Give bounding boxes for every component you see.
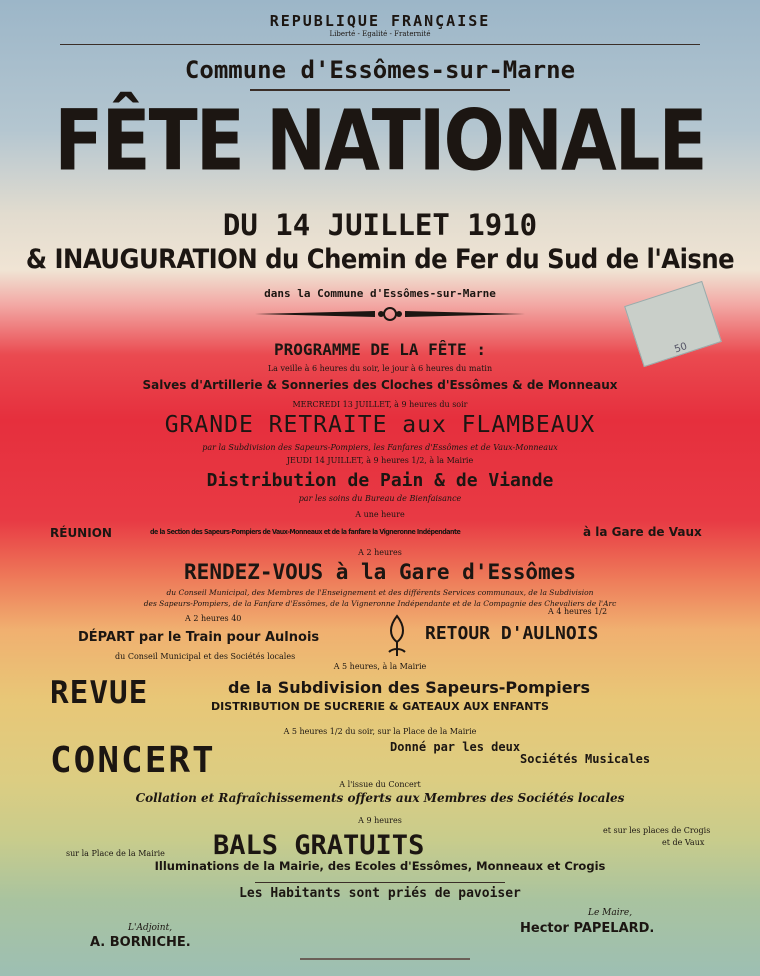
distribution-time: JEUDI 14 JUILLET, à 9 heures 1/2, à la Mairie — [286, 456, 474, 465]
retraite-time: MERCREDI 13 JUILLET, à 9 heures du soir — [292, 400, 468, 409]
reunion-time: A une heure — [355, 510, 405, 519]
programme-heading: PROGRAMME DE LA FÊTE : — [274, 340, 486, 359]
collation-time: A l'issue du Concert — [339, 780, 421, 789]
rdv-detail-2: des Sapeurs-Pompiers, de la Fanfare d'Essômes, de la Vigneronne Indépendante et de la Compagnie des Chevaliers de l'Arc — [143, 599, 617, 608]
concert-time: A 5 heures 1/2 du soir, sur la Place de la Mairie — [283, 727, 477, 736]
depart-by: du Conseil Municipal et des Sociétés locales — [115, 652, 296, 661]
revue-rest: de la Subdivision des Sapeurs-Pompiers — [228, 678, 590, 697]
retour-line: RETOUR D'AULNOIS — [425, 623, 599, 644]
distribution-line: Distribution de Pain & de Viande — [206, 470, 554, 491]
bals-line: BALS GRATUITS — [213, 830, 425, 861]
reunion-mid: de la Section des Sapeurs-Pompiers de Vaux-Monneaux et de la fanfare la Vigneronne Indépendante — [150, 528, 461, 536]
printer-imprint-rule — [300, 958, 470, 960]
bals-time: A 9 heures — [358, 816, 402, 825]
adjoint-title: L'Adjoint, — [128, 923, 173, 933]
rdv-detail-1: du Conseil Municipal, des Membres de l'Enseignement et des différents Services communaux, de la Subdivision — [166, 588, 594, 597]
inauguration-line: & INAUGURATION du Chemin de Fer du Sud de l'Aisne — [25, 244, 735, 275]
rdv-line: RENDEZ-VOUS à la Gare d'Essômes — [184, 560, 576, 584]
reunion-lead: RÉUNION — [50, 526, 112, 540]
salves-time: La veille à 6 heures du soir, le jour à 6 heures du matin — [267, 364, 493, 373]
retraite-by: par la Subdivision des Sapeurs-Pompiers, les Fanfares d'Essômes et de Vaux-Monneaux — [202, 443, 558, 452]
depart-time: A 2 heures 40 — [185, 614, 242, 623]
distribution-by: par les soins du Bureau de Bienfaisance — [298, 494, 462, 503]
commune-title: Commune d'Essômes-sur-Marne — [184, 56, 576, 84]
fleuron-icon — [383, 612, 411, 660]
adjoint-name: A. BORNICHE. — [90, 935, 191, 950]
salves-line: Salves d'Artillerie & Sonneries des Cloches d'Essômes & de Monneaux — [142, 378, 618, 392]
retraite-line: GRANDE RETRAITE aux FLAMBEAUX — [164, 412, 596, 438]
maire-name: Hector PAPELARD. — [520, 921, 655, 936]
bals-right-1: et sur les places de Crogis — [603, 826, 711, 835]
depart-line: DÉPART par le Train pour Aulnois — [78, 630, 320, 645]
motto: Liberté - Egalité - Fraternité — [329, 30, 431, 38]
concert-by-2: Sociétés Musicales — [520, 752, 651, 766]
stamp-value: 50 — [673, 341, 689, 356]
revue-time: A 5 heures, à la Mairie — [333, 662, 427, 671]
bals-right-2: et de Vaux — [662, 838, 705, 847]
footer-rule — [255, 882, 505, 883]
collation-line: Collation et Rafraîchissements offerts aux Membres des Sociétés locales — [135, 791, 625, 805]
location-line: dans la Commune d'Essômes-sur-Marne — [264, 287, 496, 300]
main-title: FÊTE NATIONALE — [54, 91, 706, 190]
reunion-end: à la Gare de Vaux — [583, 525, 702, 539]
maire-title: Le Maire, — [588, 908, 633, 918]
bals-left: sur la Place de la Mairie — [66, 849, 165, 858]
pavoiser-line: Les Habitants sont priés de pavoiser — [239, 886, 521, 901]
rdv-time: A 2 heures — [358, 548, 402, 557]
retour-time: A 4 heures 1/2 — [548, 607, 608, 616]
illuminations-line: Illuminations de la Mairie, des Ecoles d'Essômes, Monneaux et Crogis — [154, 859, 606, 873]
ornament-divider — [255, 306, 525, 322]
concert-line: CONCERT — [50, 740, 216, 781]
date-line: DU 14 JUILLET 1910 — [222, 208, 538, 242]
republic-heading: REPUBLIQUE FRANÇAISE — [269, 12, 491, 30]
header-rule — [60, 44, 700, 45]
sucrerie-line: DISTRIBUTION DE SUCRERIE & GATEAUX AUX ENFANTS — [211, 700, 549, 713]
concert-by-1: Donné par les deux — [390, 740, 521, 754]
revue-lead: REVUE — [50, 675, 149, 711]
